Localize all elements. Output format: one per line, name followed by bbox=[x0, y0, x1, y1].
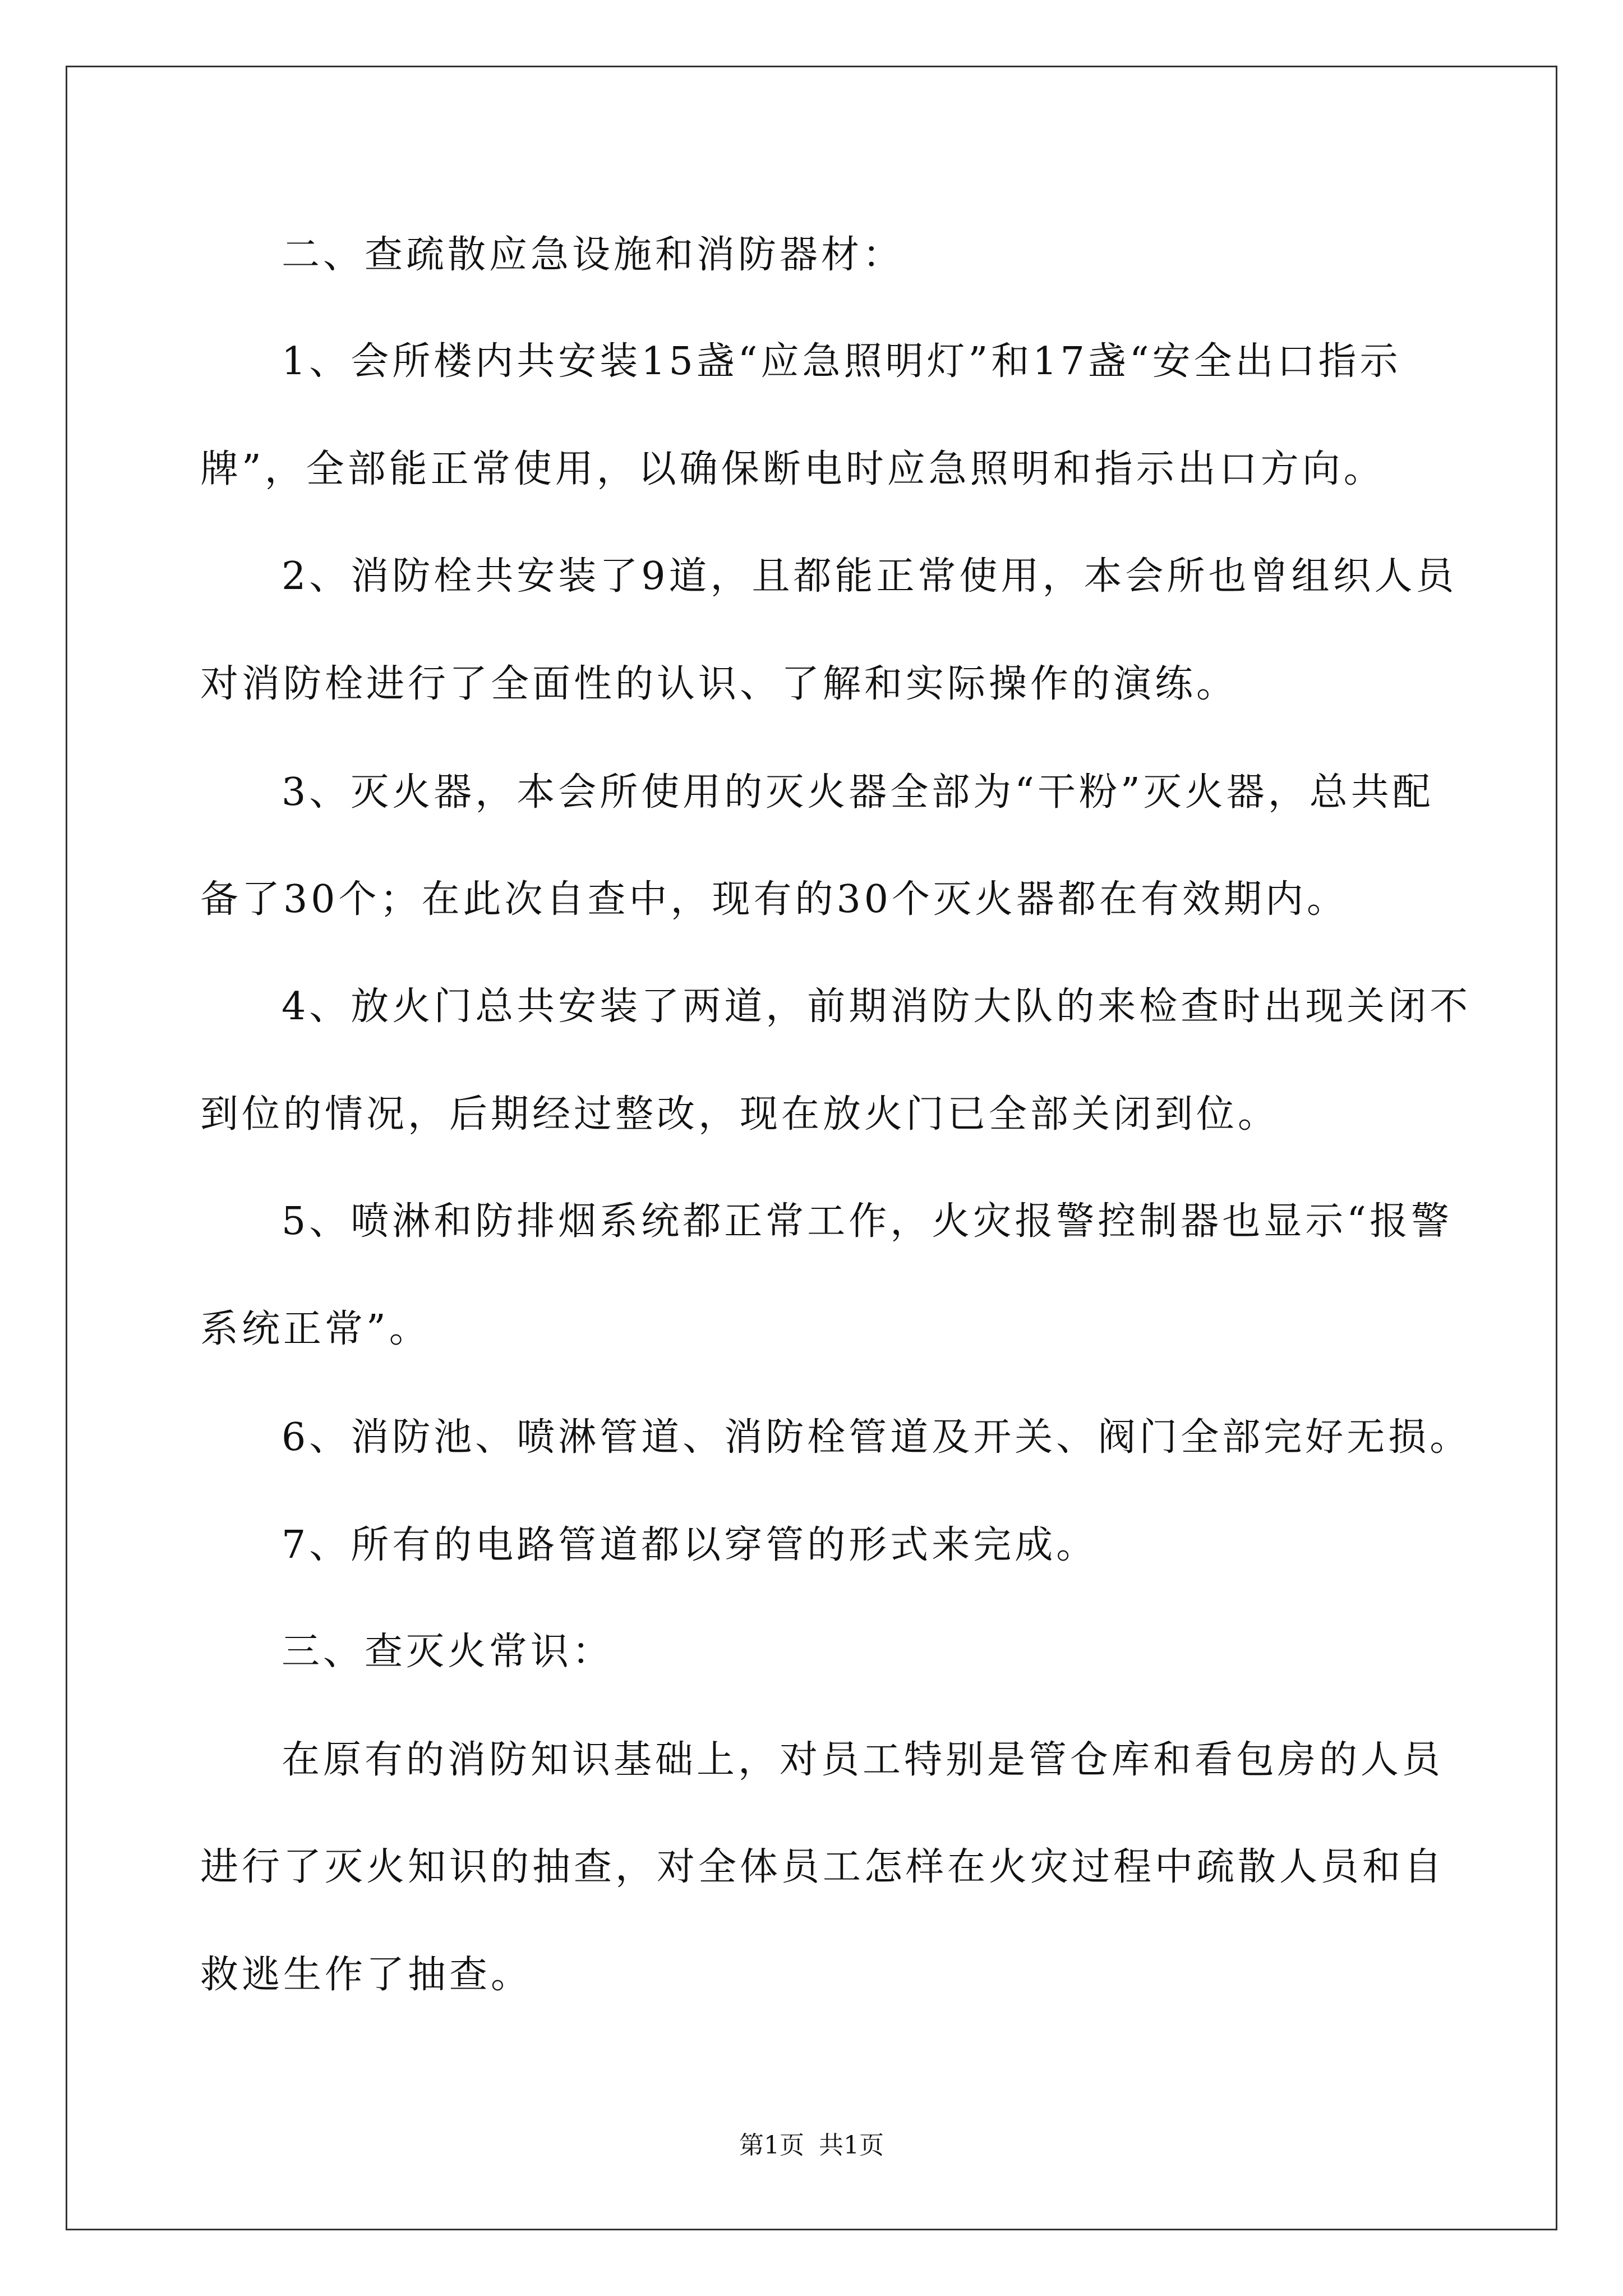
page-number-current: 第1页 bbox=[739, 2131, 804, 2160]
page-number-total: 共1页 bbox=[819, 2131, 884, 2160]
paragraph-line: 救逃生作了抽查。 bbox=[200, 1953, 533, 1997]
paragraph-line: 在原有的消防知识基础上，对员工特别是管仓库和看包房的人员 bbox=[282, 1738, 1444, 1782]
paragraph-line: 4、放火门总共安装了两道，前期消防大队的来检查时出现关闭不 bbox=[282, 984, 1472, 1029]
paragraph-line: 2、消防栓共安装了9道，且都能正常使用，本会所也曾组织人员 bbox=[282, 554, 1458, 599]
paragraph-line: 5、喷淋和防排烟系统都正常工作，火灾报警控制器也显示“报警 bbox=[282, 1199, 1453, 1244]
paragraph-line: 对消防栓进行了全面性的认识、了解和实际操作的演练。 bbox=[200, 662, 1238, 706]
paragraph-line: 3、灭火器，本会所使用的灭火器全部为“干粉”灭火器，总共配 bbox=[282, 770, 1434, 815]
page-footer bbox=[0, 2129, 1623, 2162]
paragraph-line: 牌”，全部能正常使用，以确保断电时应急照明和指示出口方向。 bbox=[200, 447, 1385, 491]
paragraph-line: 进行了灭火知识的抽查，对全体员工怎样在火灾过程中疏散人员和自 bbox=[200, 1845, 1446, 1889]
section-heading-2: 二、查疏散应急设施和消防器材： bbox=[282, 233, 905, 277]
paragraph-line: 6、消防池、喷淋管道、消防栓管道及开关、阀门全部完好无损。 bbox=[282, 1415, 1472, 1460]
paragraph-line: 系统正常”。 bbox=[200, 1307, 431, 1351]
paragraph-line: 1、会所楼内共安装15盏“应急照明灯”和17盏“安全出口指示 bbox=[282, 339, 1401, 384]
paragraph-line: 备了30个；在此次自查中，现有的30个灭火器都在有效期内。 bbox=[200, 877, 1349, 922]
page-border bbox=[66, 66, 1557, 2230]
paragraph-line: 7、所有的电路管道都以穿管的形式来完成。 bbox=[282, 1523, 1098, 1567]
paragraph-line: 到位的情况，后期经过整改，现在放火门已全部关闭到位。 bbox=[200, 1092, 1280, 1137]
section-heading-3: 三、查灭火常识： bbox=[282, 1630, 614, 1674]
